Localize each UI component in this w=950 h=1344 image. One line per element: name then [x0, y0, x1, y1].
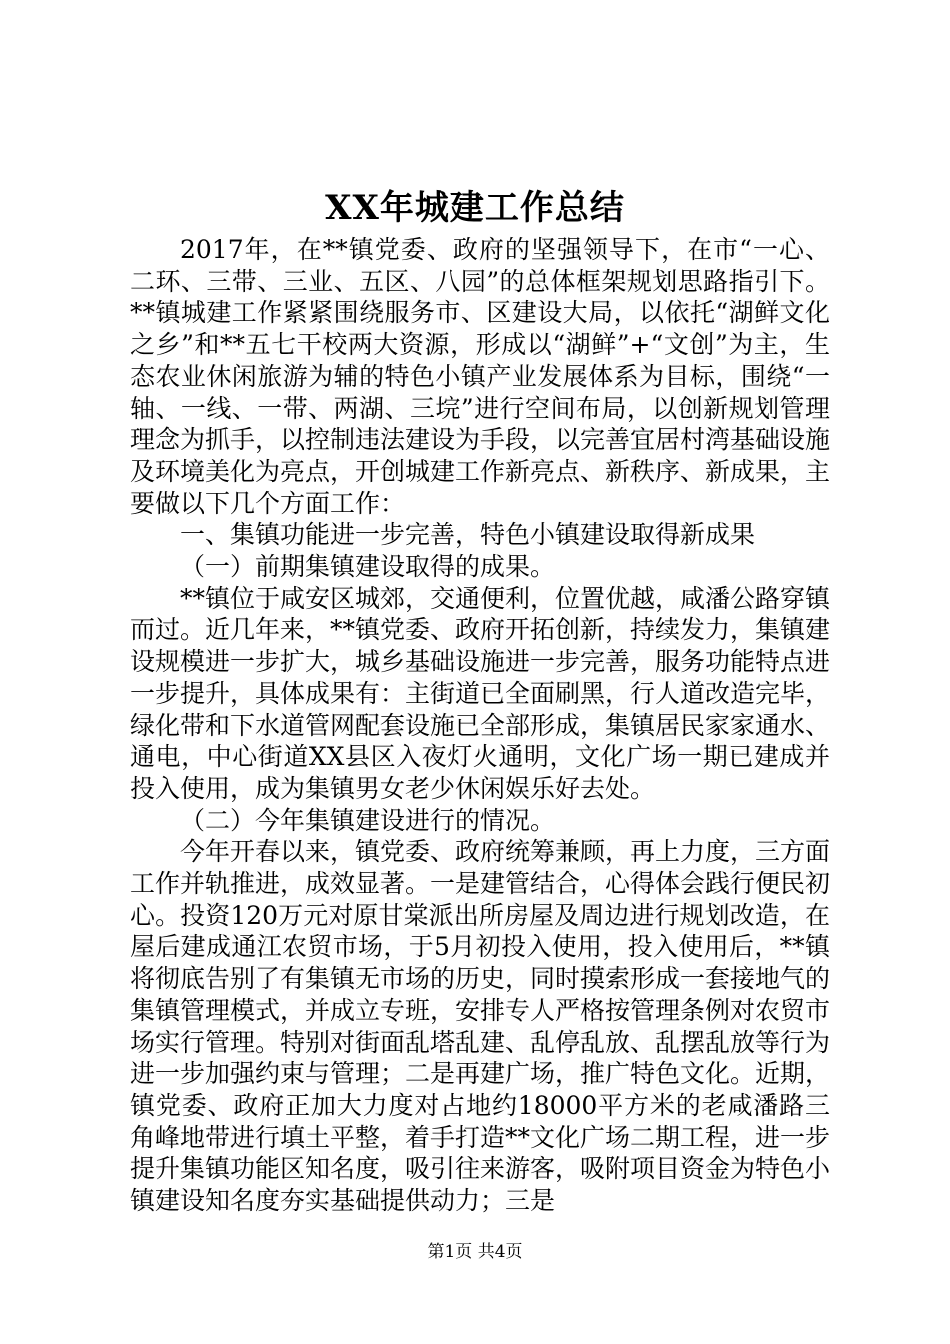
page-number-footer: 第1页 共4页 — [427, 1242, 523, 1262]
subsection-heading-1: （一）前期集镇建设取得的成果。 — [180, 552, 556, 582]
document-body — [130, 234, 830, 1217]
body-paragraph-1: **镇位于咸安区城郊，交通便利，位置优越，咸潘公路穿镇而过。近几年来，**镇党委、政府开拓创新，持续发力，集镇建设规模进一步扩大，城乡基础设施进一步完善，服务功能特点进一步提升，具体成果有：主街道已全面刷黑，行人道改造完毕，绿化带和下水道管网配套设施已全部形成，集镇居民家家通水、通电，中心街道XX县区入夜灯火通明，文化广场一期已建成并投入使用，成为集镇男女老少休闲娱乐好去处。 — [130, 583, 831, 803]
section-heading-1: 一、集镇功能进一步完善，特色小镇建设取得新成果 — [180, 520, 756, 550]
intro-paragraph: 2017年，在**镇党委、政府的坚强领导下，在市“一心、二环、三带、三业、五区、八园”的总体框架规划思路指引下。**镇城建工作紧紧围绕服务市、区建设大局，以依托“湖鲜文化之乡”和**五七干校两大资源，形成以“湖鲜”+“文创”为主，生态农业休闲旅游为辅的特色小镇产业发展体系为目标，围绕“一轴、一线、一带、两湖、三垸”进行空间布局，以创新规划管理理念为抓手，以控制违法建设为手段，以完善宜居村湾基础设施及环境美化为亮点，开创城建工作新亮点、新秩序、新成果，主要做以下几个方面工作： — [130, 235, 831, 518]
body-paragraph-2: 今年开春以来，镇党委、政府统筹兼顾，再上力度，三方面工作并轨推进，成效显著。一是建管结合，心得体会践行便民初心。投资120万元对原甘棠派出所房屋及周边进行规划改造，在屋后建成通江农贸市场，于5月初投入使用，投入使用后，**镇将彻底告别了有集镇无市场的历史，同时摸索形成一套接地气的集镇管理模式，并成立专班，安排专人严格按管理条例对农贸市场实行管理。特别对街面乱塔乱建、乱停乱放、乱摆乱放等行为进一步加强约束与管理；二是再建广场，推广特色文化。近期，镇党委、政府正加大力度对占地约18000平方米的老咸潘路三角峰地带进行填土平整，着手打造**文化广场二期工程，进一步提升集镇功能区知名度，吸引往来游客，吸附项目资金为特色小镇建设知名度夯实基础提供动力；三是 — [130, 837, 831, 1216]
document-title: XX年城建工作总结 — [325, 188, 625, 228]
subsection-heading-2: （二）今年集镇建设进行的情况。 — [180, 805, 556, 835]
